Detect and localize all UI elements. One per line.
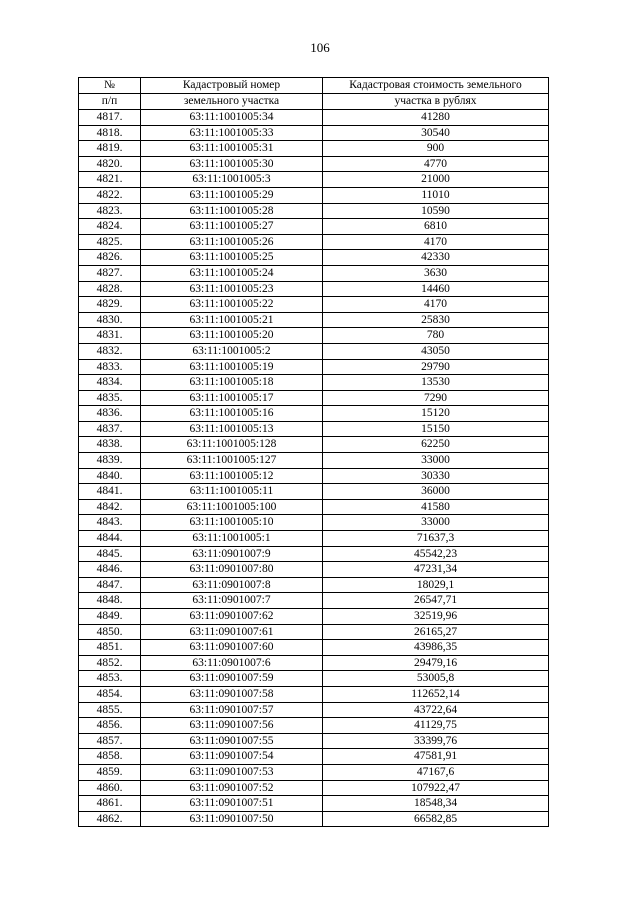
row-number-cell: 4825. [79, 234, 141, 250]
cadastral-value-cell: 7290 [323, 390, 549, 406]
cadastral-number-cell: 63:11:1001005:25 [141, 250, 323, 266]
table-row [79, 219, 549, 235]
table-row [79, 702, 549, 718]
cadastral-value-cell: 15120 [323, 406, 549, 422]
cadastral-number-cell: 63:11:0901007:51 [141, 796, 323, 812]
cadastral-value-cell: 36000 [323, 484, 549, 500]
cadastral-value-cell: 30540 [323, 125, 549, 141]
cadastral-number-cell: 63:11:1001005:20 [141, 328, 323, 344]
table-row [79, 141, 549, 157]
cadastral-value-cell: 30330 [323, 468, 549, 484]
header-row-1 [79, 78, 549, 94]
table-row [79, 203, 549, 219]
table-row [79, 499, 549, 515]
row-number-cell: 4848. [79, 593, 141, 609]
header-row-2 [79, 94, 549, 110]
cadastral-value-cell: 11010 [323, 187, 549, 203]
cadastral-number-cell: 63:11:0901007:50 [141, 811, 323, 827]
row-number-cell: 4828. [79, 281, 141, 297]
table-row [79, 515, 549, 531]
cadastral-value-table [78, 77, 549, 827]
cadastral-value-cell: 32519,96 [323, 609, 549, 625]
table-row [79, 577, 549, 593]
table-row [79, 468, 549, 484]
cadastral-value-cell: 47167,6 [323, 764, 549, 780]
row-number-cell: 4826. [79, 250, 141, 266]
table-row [79, 406, 549, 422]
table-row [79, 187, 549, 203]
cadastral-number-cell: 63:11:0901007:52 [141, 780, 323, 796]
row-number-cell: 4823. [79, 203, 141, 219]
row-number-cell: 4849. [79, 609, 141, 625]
cadastral-value-cell: 29479,16 [323, 655, 549, 671]
cadastral-value-cell: 13530 [323, 375, 549, 391]
table-row [79, 655, 549, 671]
cadastral-value-cell: 3630 [323, 265, 549, 281]
table-row [79, 343, 549, 359]
header-cadastral-number-sub: земельного участка [141, 94, 323, 110]
table-row [79, 421, 549, 437]
table-row [79, 125, 549, 141]
cadastral-number-cell: 63:11:1001005:26 [141, 234, 323, 250]
cadastral-number-cell: 63:11:0901007:59 [141, 671, 323, 687]
row-number-cell: 4820. [79, 156, 141, 172]
table-row [79, 390, 549, 406]
cadastral-number-cell: 63:11:1001005:23 [141, 281, 323, 297]
table-row [79, 437, 549, 453]
cadastral-value-cell: 43050 [323, 343, 549, 359]
cadastral-number-cell: 63:11:1001005:30 [141, 156, 323, 172]
row-number-cell: 4860. [79, 780, 141, 796]
cadastral-value-cell: 6810 [323, 219, 549, 235]
cadastral-value-cell: 4170 [323, 297, 549, 313]
header-number-sub: п/п [79, 94, 141, 110]
row-number-cell: 4817. [79, 110, 141, 126]
table-row [79, 297, 549, 313]
table-row [79, 686, 549, 702]
cadastral-number-cell: 63:11:0901007:56 [141, 718, 323, 734]
cadastral-number-cell: 63:11:0901007:80 [141, 562, 323, 578]
cadastral-value-cell: 71637,3 [323, 531, 549, 547]
table-row [79, 671, 549, 687]
cadastral-number-cell: 63:11:1001005:127 [141, 453, 323, 469]
cadastral-value-cell: 43722,64 [323, 702, 549, 718]
table-row [79, 811, 549, 827]
row-number-cell: 4836. [79, 406, 141, 422]
row-number-cell: 4851. [79, 640, 141, 656]
cadastral-number-cell: 63:11:0901007:55 [141, 733, 323, 749]
row-number-cell: 4862. [79, 811, 141, 827]
table-row [79, 609, 549, 625]
cadastral-number-cell: 63:11:1001005:18 [141, 375, 323, 391]
table-row [79, 328, 549, 344]
cadastral-value-cell: 18548,34 [323, 796, 549, 812]
table-row [79, 172, 549, 188]
cadastral-number-cell: 63:11:0901007:60 [141, 640, 323, 656]
cadastral-number-cell: 63:11:1001005:10 [141, 515, 323, 531]
cadastral-value-cell: 41280 [323, 110, 549, 126]
cadastral-number-cell: 63:11:0901007:8 [141, 577, 323, 593]
row-number-cell: 4853. [79, 671, 141, 687]
cadastral-value-cell: 47581,91 [323, 749, 549, 765]
table-row [79, 640, 549, 656]
row-number-cell: 4830. [79, 312, 141, 328]
row-number-cell: 4854. [79, 686, 141, 702]
table-row [79, 718, 549, 734]
table-row [79, 546, 549, 562]
cadastral-value-cell: 4170 [323, 234, 549, 250]
table-row [79, 250, 549, 266]
row-number-cell: 4819. [79, 141, 141, 157]
cadastral-number-cell: 63:11:1001005:13 [141, 421, 323, 437]
cadastral-number-cell: 63:11:0901007:53 [141, 764, 323, 780]
header-number: № [79, 78, 141, 94]
cadastral-number-cell: 63:11:1001005:33 [141, 125, 323, 141]
cadastral-value-cell: 66582,85 [323, 811, 549, 827]
row-number-cell: 4861. [79, 796, 141, 812]
row-number-cell: 4856. [79, 718, 141, 734]
row-number-cell: 4822. [79, 187, 141, 203]
cadastral-number-cell: 63:11:1001005:27 [141, 219, 323, 235]
cadastral-number-cell: 63:11:1001005:17 [141, 390, 323, 406]
cadastral-number-cell: 63:11:1001005:11 [141, 484, 323, 500]
cadastral-value-cell: 18029,1 [323, 577, 549, 593]
row-number-cell: 4834. [79, 375, 141, 391]
cadastral-value-cell: 29790 [323, 359, 549, 375]
table-body [79, 110, 549, 827]
table-row [79, 780, 549, 796]
cadastral-value-cell: 45542,23 [323, 546, 549, 562]
cadastral-number-cell: 63:11:0901007:54 [141, 749, 323, 765]
row-number-cell: 4824. [79, 219, 141, 235]
row-number-cell: 4846. [79, 562, 141, 578]
cadastral-value-cell: 33399,76 [323, 733, 549, 749]
cadastral-value-cell: 900 [323, 141, 549, 157]
cadastral-value-cell: 780 [323, 328, 549, 344]
row-number-cell: 4843. [79, 515, 141, 531]
row-number-cell: 4829. [79, 297, 141, 313]
cadastral-value-cell: 41129,75 [323, 718, 549, 734]
cadastral-value-cell: 25830 [323, 312, 549, 328]
row-number-cell: 4827. [79, 265, 141, 281]
row-number-cell: 4818. [79, 125, 141, 141]
cadastral-value-cell: 42330 [323, 250, 549, 266]
row-number-cell: 4821. [79, 172, 141, 188]
table-row [79, 110, 549, 126]
cadastral-value-cell: 10590 [323, 203, 549, 219]
row-number-cell: 4850. [79, 624, 141, 640]
header-cadastral-value-sub: участка в рублях [323, 94, 549, 110]
header-cadastral-value: Кадастровая стоимость земельного [323, 78, 549, 94]
table-row [79, 312, 549, 328]
cadastral-value-cell: 33000 [323, 453, 549, 469]
cadastral-number-cell: 63:11:1001005:21 [141, 312, 323, 328]
cadastral-number-cell: 63:11:1001005:22 [141, 297, 323, 313]
row-number-cell: 4833. [79, 359, 141, 375]
cadastral-value-cell: 47231,34 [323, 562, 549, 578]
table-row [79, 453, 549, 469]
cadastral-value-cell: 43986,35 [323, 640, 549, 656]
cadastral-value-cell: 26165,27 [323, 624, 549, 640]
table-row [79, 234, 549, 250]
cadastral-value-cell: 33000 [323, 515, 549, 531]
table-row [79, 562, 549, 578]
table-row [79, 156, 549, 172]
cadastral-number-cell: 63:11:0901007:9 [141, 546, 323, 562]
table-row [79, 733, 549, 749]
table-row [79, 764, 549, 780]
cadastral-number-cell: 63:11:1001005:1 [141, 531, 323, 547]
cadastral-number-cell: 63:11:1001005:16 [141, 406, 323, 422]
cadastral-value-cell: 112652,14 [323, 686, 549, 702]
cadastral-value-cell: 15150 [323, 421, 549, 437]
cadastral-number-cell: 63:11:0901007:61 [141, 624, 323, 640]
cadastral-number-cell: 63:11:0901007:57 [141, 702, 323, 718]
cadastral-number-cell: 63:11:0901007:62 [141, 609, 323, 625]
table-row [79, 796, 549, 812]
cadastral-value-cell: 53005,8 [323, 671, 549, 687]
row-number-cell: 4859. [79, 764, 141, 780]
row-number-cell: 4840. [79, 468, 141, 484]
row-number-cell: 4844. [79, 531, 141, 547]
cadastral-number-cell: 63:11:1001005:24 [141, 265, 323, 281]
cadastral-value-cell: 41580 [323, 499, 549, 515]
row-number-cell: 4837. [79, 421, 141, 437]
cadastral-number-cell: 63:11:0901007:7 [141, 593, 323, 609]
cadastral-number-cell: 63:11:1001005:19 [141, 359, 323, 375]
table-row [79, 265, 549, 281]
cadastral-number-cell: 63:11:1001005:2 [141, 343, 323, 359]
row-number-cell: 4832. [79, 343, 141, 359]
table-row [79, 375, 549, 391]
cadastral-number-cell: 63:11:1001005:128 [141, 437, 323, 453]
cadastral-value-cell: 4770 [323, 156, 549, 172]
row-number-cell: 4845. [79, 546, 141, 562]
cadastral-value-cell: 21000 [323, 172, 549, 188]
table-row [79, 484, 549, 500]
row-number-cell: 4841. [79, 484, 141, 500]
cadastral-number-cell: 63:11:0901007:58 [141, 686, 323, 702]
page-number: 106 [310, 40, 330, 55]
row-number-cell: 4838. [79, 437, 141, 453]
cadastral-number-cell: 63:11:1001005:28 [141, 203, 323, 219]
table-row [79, 281, 549, 297]
cadastral-number-cell: 63:11:1001005:31 [141, 141, 323, 157]
row-number-cell: 4858. [79, 749, 141, 765]
row-number-cell: 4852. [79, 655, 141, 671]
cadastral-value-cell: 62250 [323, 437, 549, 453]
table-row [79, 593, 549, 609]
cadastral-value-cell: 26547,71 [323, 593, 549, 609]
cadastral-number-cell: 63:11:1001005:3 [141, 172, 323, 188]
cadastral-value-cell: 107922,47 [323, 780, 549, 796]
row-number-cell: 4842. [79, 499, 141, 515]
header-cadastral-number: Кадастровый номер [141, 78, 323, 94]
row-number-cell: 4857. [79, 733, 141, 749]
cadastral-number-cell: 63:11:1001005:12 [141, 468, 323, 484]
row-number-cell: 4855. [79, 702, 141, 718]
cadastral-number-cell: 63:11:1001005:29 [141, 187, 323, 203]
table-row [79, 749, 549, 765]
table-row [79, 531, 549, 547]
table-header [79, 78, 549, 110]
row-number-cell: 4831. [79, 328, 141, 344]
cadastral-number-cell: 63:11:1001005:100 [141, 499, 323, 515]
cadastral-number-cell: 63:11:1001005:34 [141, 110, 323, 126]
row-number-cell: 4839. [79, 453, 141, 469]
table-row [79, 359, 549, 375]
row-number-cell: 4835. [79, 390, 141, 406]
table-row [79, 624, 549, 640]
row-number-cell: 4847. [79, 577, 141, 593]
cadastral-value-cell: 14460 [323, 281, 549, 297]
cadastral-number-cell: 63:11:0901007:6 [141, 655, 323, 671]
